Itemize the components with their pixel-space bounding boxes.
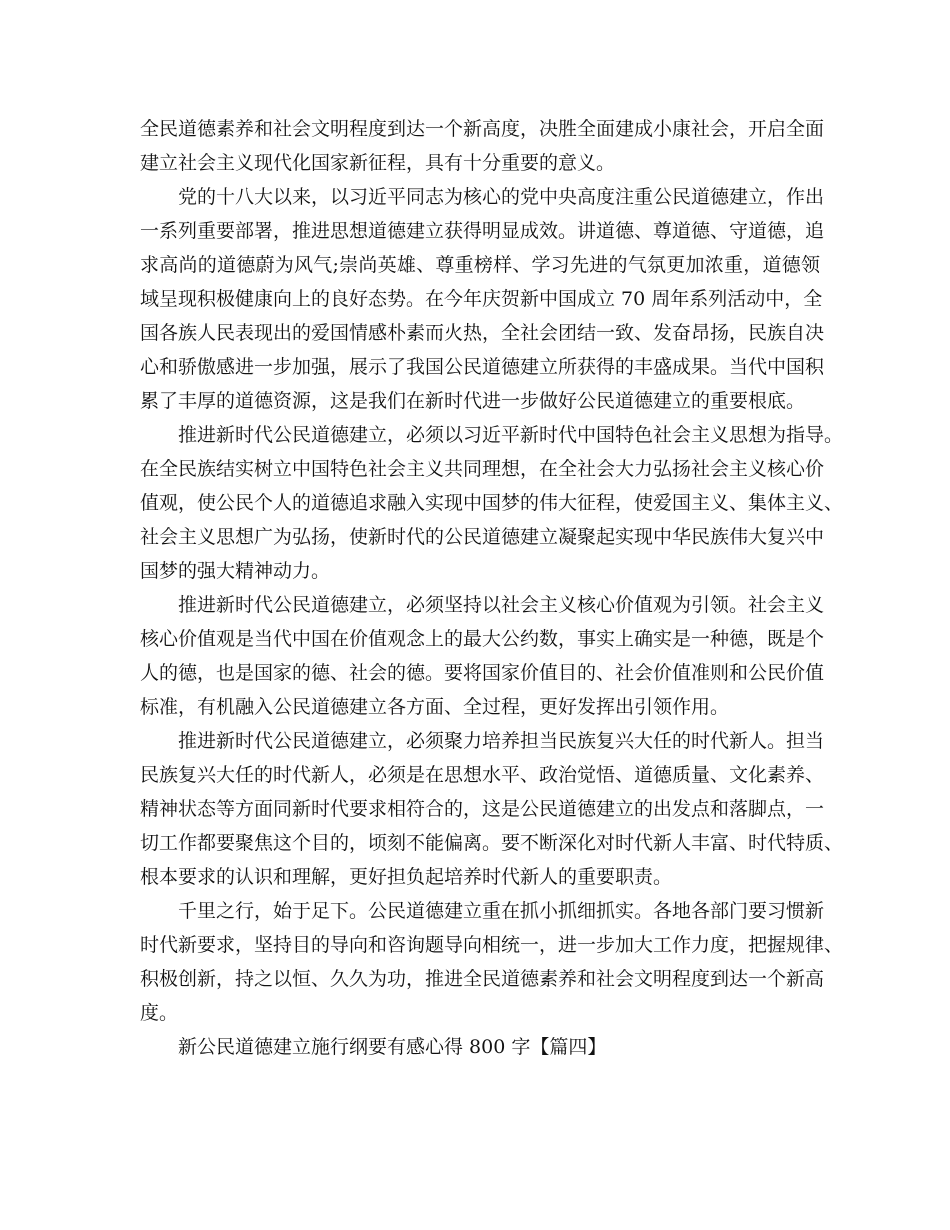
text-line: 时代新要求，坚持目的导向和咨询题导向相统一，进一步加大工作力度，把握规律、 [140,934,844,956]
text-line: 精神状态等方面同新时代要求相符合的，这是公民道德建立的出发点和落脚点，一 [140,798,825,820]
paragraph-first-line: 党的十八大以来，以习近平同志为核心的党中央高度注重公民道德建立，作出 [178,186,825,208]
text-line: 累了丰厚的道德资源，这是我们在新时代进一步做好公民道德建立的重要根底。 [140,390,806,412]
text-line: 切工作都要聚焦这个目的，顷刻不能偏离。要不断深化对时代新人丰富、时代特质、 [140,832,844,854]
text-line: 心和骄傲感进一步加强，展示了我国公民道德建立所获得的丰盛成果。当代中国积 [140,356,825,378]
paragraph-first-line: 推进新时代公民道德建立，必须以习近平新时代中国特色社会主义思想为指导。 [178,424,844,446]
paragraph-first-line: 推进新时代公民道德建立，必须坚持以社会主义核心价值观为引领。社会主义 [178,594,825,616]
document-page [140,112,844,1064]
document-body [140,112,844,1064]
text-line: 国各族人民表现出的爱国情感朴素而火热，全社会团结一致、发奋昂扬，民族自决 [140,322,825,344]
text-line: 标准，有机融入公民道德建立各方面、全过程，更好发挥出引领作用。 [140,696,730,718]
text-line: 全民道德素养和社会文明程度到达一个新高度，决胜全面建成小康社会，开启全面 [140,118,825,140]
text-line: 民族复兴大任的时代新人，必须是在思想水平、政治觉悟、道德质量、文化素养、 [140,764,825,786]
text-line: 求高尚的道德蔚为风气;崇尚英雄、尊重榜样、学习先进的气氛更加浓重，道德领 [140,254,820,276]
text-line: 国梦的强大精神动力。 [140,560,331,582]
text-line: 度。 [140,1002,179,1024]
text-line: 积极创新，持之以恒、久久为功，推进全民道德素养和社会文明程度到达一个新高 [140,968,825,990]
text-line: 域呈现积极健康向上的良好态势。在今年庆贺新中国成立 70 周年系列活动中，全 [140,288,823,310]
paragraph-first-line: 千里之行，始于足下。公民道德建立重在抓小抓细抓实。各地各部门要习惯新 [178,900,825,922]
text-line: 社会主义思想广为弘扬，使新时代的公民道德建立凝聚起实现中华民族伟大复兴中 [140,526,825,548]
paragraph-first-line: 新公民道德建立施行纲要有感心得 800 字【篇四】 [178,1036,607,1058]
text-line: 在全民族结实树立中国特色社会主义共同理想，在全社会大力弘扬社会主义核心价 [140,458,825,480]
text-line: 建立社会主义现代化国家新征程，具有十分重要的意义。 [140,152,616,174]
paragraph-first-line: 推进新时代公民道德建立，必须聚力培养担当民族复兴大任的时代新人。担当 [178,730,825,752]
text-line: 值观，使公民个人的道德追求融入实现中国梦的伟大征程，使爱国主义、集体主义、 [140,492,844,514]
text-line: 根本要求的认识和理解，更好担负起培养时代新人的重要职责。 [140,866,673,888]
text-line: 人的德，也是国家的德、社会的德。要将国家价值目的、社会价值准则和公民价值 [140,662,825,684]
text-line: 核心价值观是当代中国在价值观念上的最大公约数，事实上确实是一种德，既是个 [140,628,825,650]
text-line: 一系列重要部署，推进思想道德建立获得明显成效。讲道德、尊道德、守道德，追 [140,220,825,242]
